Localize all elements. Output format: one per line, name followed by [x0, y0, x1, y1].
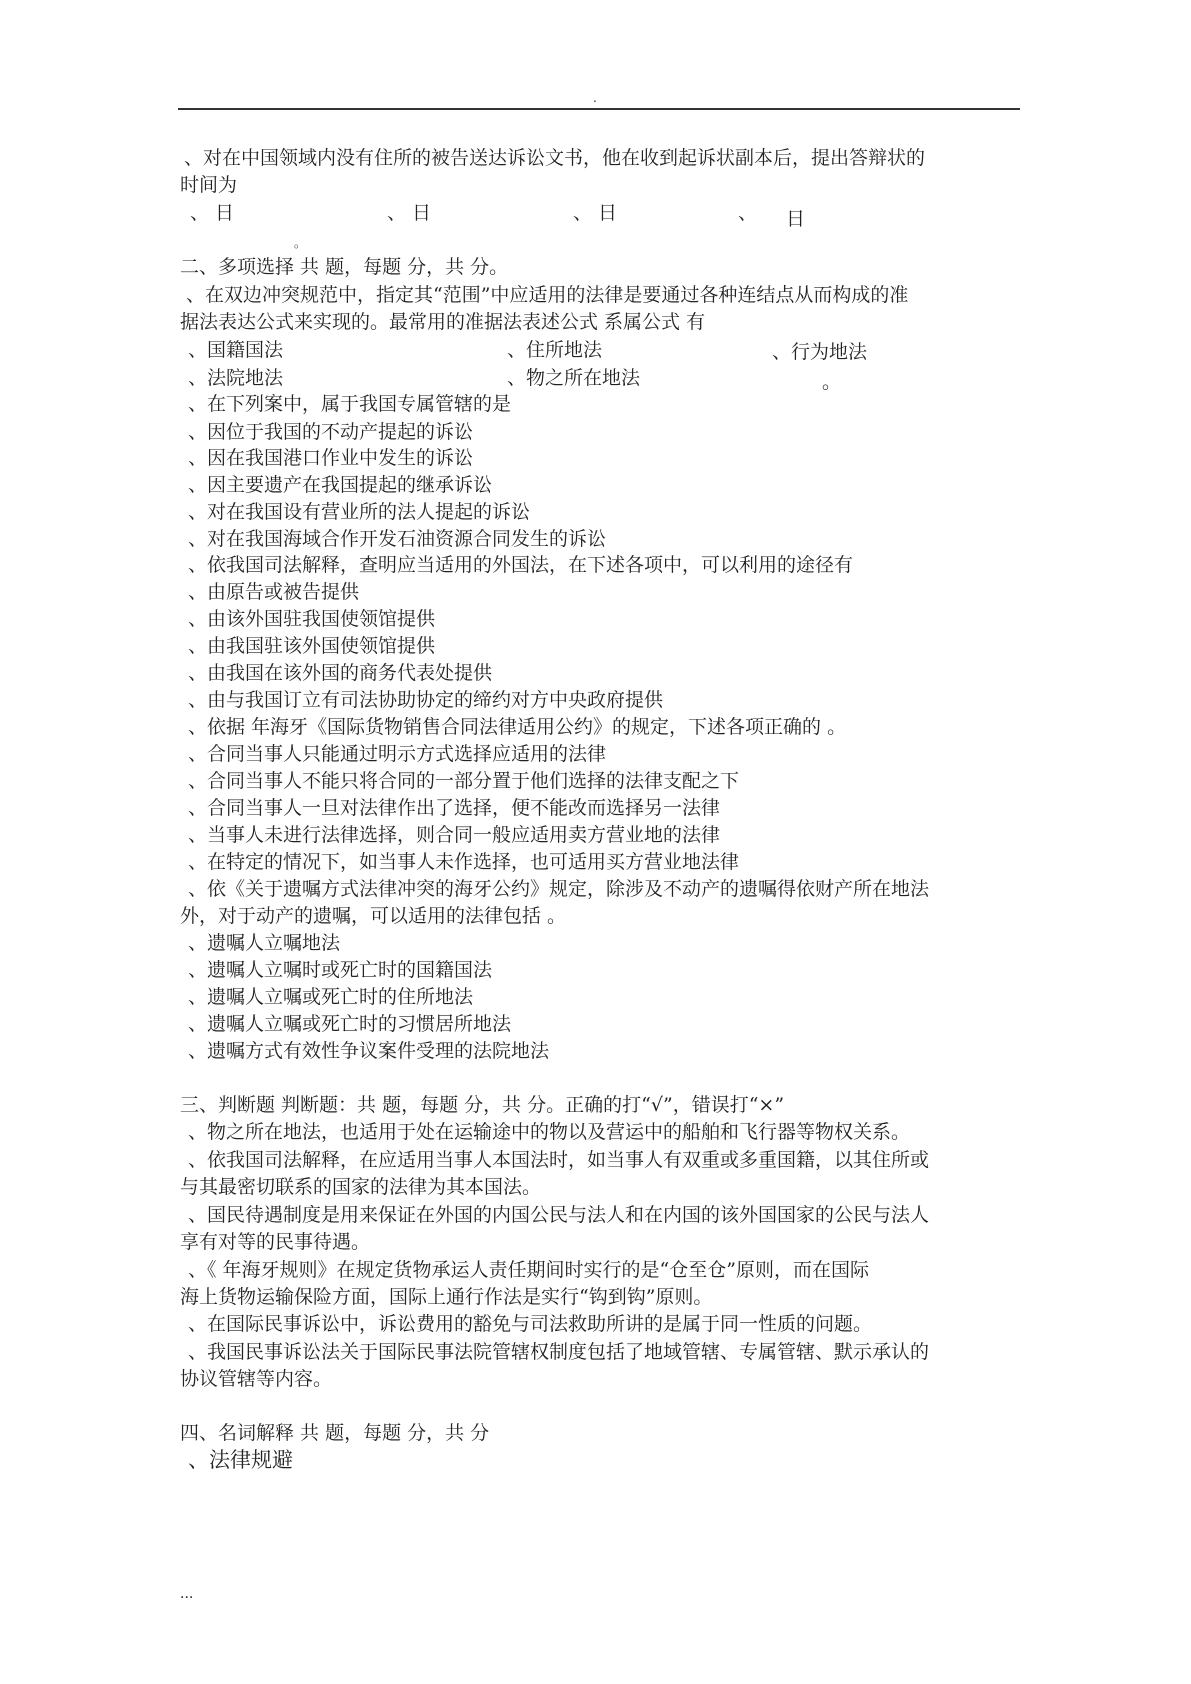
s2-q4-option-e: 、在特定的情况下，如当事人未作选择，也可适用买方营业地法律: [188, 851, 740, 873]
header-mark: .: [593, 91, 597, 105]
q-delivery-option-b: 、 日: [387, 202, 432, 224]
s2-q2-option-c: 、因主要遗产在我国提起的继承诉讼: [188, 474, 493, 496]
s2-q1-line1: 、在双边冲突规范中，指定其“范围”中应适用的法律是要通过各种连结点从而构成的准: [186, 284, 909, 306]
s2-q4-option-b: 、合同当事人不能只将合同的一部分置于他们选择的法律支配之下: [188, 770, 740, 792]
q-delivery-period: 。: [294, 236, 307, 250]
s3-item-1: 、物之所在地法，也适用于处在运输途中的物以及营运中的船舶和飞行器等物权关系。: [188, 1121, 911, 1143]
s2-q3-option-b: 、由该外国驻我国使领馆提供: [188, 608, 436, 630]
s2-q4-option-c: 、合同当事人一旦对法律作出了选择，便不能改而选择另一法律: [188, 797, 721, 819]
s3-item-4-line1: 、《 年海牙规则》在规定货物承运人责任期间时实行的是“仓至仓”原则，而在国际: [188, 1259, 869, 1281]
q-delivery-option-c: 、 日: [573, 202, 618, 224]
header-rule: [178, 108, 1020, 110]
s2-q5-line2: 外，对于动产的遗嘱，可以适用的法律包括 。: [180, 905, 567, 927]
q-delivery-option-d: 、: [738, 202, 758, 224]
s4-term-1: 、法律规避: [188, 1448, 293, 1472]
s2-q4-option-a: 、合同当事人只能通过明示方式选择应适用的法律: [188, 743, 607, 765]
q-delivery-line1: 、对在中国领域内没有住所的被告送达诉讼文书，他在收到起诉状副本后，提出答辩状的: [184, 147, 926, 169]
section3-heading: 三、判断题 判断题：共 题，每题 分，共 分。正确的打“√”，错误打“×”: [180, 1094, 785, 1116]
s2-q1-period: 。: [822, 371, 842, 393]
s2-q4-stem: 、依据 年海牙《国际货物销售合同法律适用公约》的规定，下述各项正确的 。: [188, 716, 847, 738]
s2-q2-option-a: 、因位于我国的不动产提起的诉讼: [188, 421, 474, 443]
s3-item-6-line2: 协议管辖等内容。: [180, 1368, 333, 1390]
s2-q5-option-d: 、遗嘱人立嘱或死亡时的习惯居所地法: [188, 1013, 512, 1035]
s3-item-4-line2: 海上货物运输保险方面，国际上通行作法是实行“钩到钩”原则。: [180, 1286, 713, 1308]
s2-q3-option-e: 、由与我国订立有司法协助协定的缔约对方中央政府提供: [188, 689, 664, 711]
s2-q3-stem: 、依我国司法解释，查明应当适用的外国法，在下述各项中，可以利用的途径有: [188, 554, 854, 576]
q-delivery-option-a: 、 日: [190, 202, 235, 224]
s3-item-2-line1: 、依我国司法解释，在应适用当事人本国法时，如当事人有双重或多重国籍，以其住所或: [188, 1149, 930, 1171]
s2-q1-option-a: 、国籍国法: [188, 339, 284, 361]
s2-q3-option-a: 、由原告或被告提供: [188, 581, 360, 603]
footer-mark: ...: [180, 1586, 194, 1602]
s2-q1-option-b: 、住所地法: [507, 339, 603, 361]
s2-q5-option-e: 、遗嘱方式有效性争议案件受理的法院地法: [188, 1040, 550, 1062]
section4-heading: 四、名词解释 共 题，每题 分，共 分: [180, 1422, 490, 1444]
s2-q5-option-a: 、遗嘱人立嘱地法: [188, 932, 341, 954]
s3-item-3-line1: 、国民待遇制度是用来保证在外国的内国公民与法人和在内国的该外国国家的公民与法人: [188, 1204, 930, 1226]
s2-q1-option-e: 、物之所在地法: [507, 367, 641, 389]
s3-item-2-line2: 与其最密切联系的国家的法律为其本国法。: [180, 1176, 542, 1198]
q-delivery-line2: 时间为: [180, 174, 238, 196]
s2-q2-option-b: 、因在我国港口作业中发生的诉讼: [188, 447, 474, 469]
s2-q5-option-b: 、遗嘱人立嘱时或死亡时的国籍国法: [188, 959, 493, 981]
q-delivery-option-d-day: 日: [786, 208, 806, 230]
s2-q3-option-c: 、由我国驻该外国使领馆提供: [188, 635, 436, 657]
s3-item-3-line2: 享有对等的民事待遇。: [180, 1231, 371, 1253]
s2-q2-stem: 、在下列案中，属于我国专属管辖的是: [188, 393, 512, 415]
s3-item-5: 、在国际民事诉讼中，诉讼费用的豁免与司法救助所讲的是属于同一性质的问题。: [188, 1313, 873, 1335]
s2-q1-option-d: 、法院地法: [188, 367, 284, 389]
section2-heading: 二、多项选择 共 题，每题 分，共 分。: [180, 256, 509, 278]
s2-q4-option-d: 、当事人未进行法律选择，则合同一般应适用卖方营业地的法律: [188, 824, 721, 846]
s2-q2-option-e: 、对在我国海域合作开发石油资源合同发生的诉讼: [188, 528, 607, 550]
s2-q5-option-c: 、遗嘱人立嘱或死亡时的住所地法: [188, 986, 474, 1008]
s2-q5-line1: 、依《关于遗嘱方式法律冲突的海牙公约》规定，除涉及不动产的遗嘱得依财产所在地法: [188, 878, 930, 900]
s3-item-6-line1: 、我国民事诉讼法关于国际民事法院管辖权制度包括了地域管辖、专属管辖、默示承认的: [188, 1341, 930, 1363]
s2-q3-option-d: 、由我国在该外国的商务代表处提供: [188, 662, 493, 684]
s2-q1-line2: 据法表达公式来实现的。最常用的准据法表述公式 系属公式 有: [180, 311, 706, 333]
s2-q2-option-d: 、对在我国设有营业所的法人提起的诉讼: [188, 501, 531, 523]
s2-q1-option-c: 、行为地法: [772, 341, 868, 363]
